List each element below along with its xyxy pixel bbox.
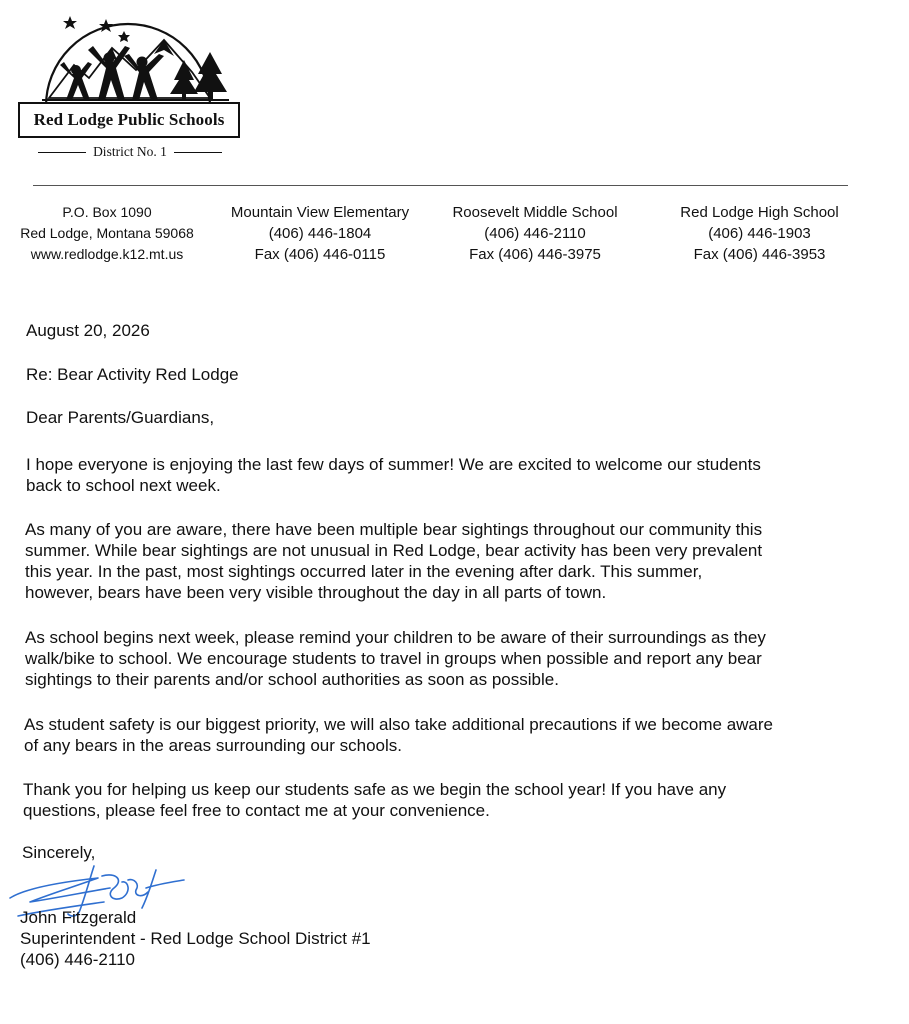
- paragraph-line: I hope everyone is enjoying the last few days of summer! We are excited to welcome our students: [26, 455, 761, 474]
- contact-high-school: [652, 202, 867, 265]
- letter-date: August 20, 2026: [26, 321, 150, 340]
- contact-line: Fax (406) 446-0115: [254, 246, 386, 263]
- contact-line: (406) 446-1804: [268, 225, 372, 242]
- letter-subject: Re: Bear Activity Red Lodge: [26, 365, 239, 384]
- signature-block: [20, 907, 371, 970]
- divider: [174, 152, 222, 153]
- signer-title: Superintendent - Red Lodge School District #1: [20, 929, 371, 948]
- paragraph-line: Thank you for helping us keep our students safe as we begin the school year! If you have any: [23, 780, 727, 799]
- school-name-box: [18, 102, 240, 138]
- paragraph-line: walk/bike to school. We encourage students to travel in groups when possible and report any bear: [25, 649, 762, 668]
- contact-line: (406) 446-2110: [484, 225, 586, 242]
- divider: [38, 152, 86, 153]
- district-label: [14, 142, 246, 162]
- letterhead-divider: [33, 185, 848, 186]
- paragraph-line: summer. While bear sightings are not unusual in Red Lodge, bear activity has been very prevalent: [25, 541, 763, 560]
- paragraph-line: this year. In the past, most sightings occurred later in the evening after dark. This summer,: [25, 562, 703, 581]
- paragraph-line: of any bears in the areas surrounding our schools.: [24, 736, 403, 755]
- website-link[interactable]: www.redlodge.k12.mt.us: [30, 246, 184, 262]
- signer-phone: (406) 446-2110: [20, 950, 135, 969]
- paragraph-line: sightings to their parents and/or school authorities as soon as possible.: [25, 670, 559, 689]
- contact-line: Roosevelt Middle School: [452, 204, 618, 221]
- paragraph-line: As many of you are aware, there have been multiple bear sightings throughout our community this: [25, 520, 763, 539]
- contact-district-office: [2, 202, 212, 265]
- school-name: Red Lodge Public Schools: [33, 110, 225, 129]
- mountains-children-trees-logo-icon: [14, 10, 246, 110]
- letter-paragraph: [26, 454, 856, 496]
- contact-middle-school: [430, 202, 640, 265]
- contact-line: Red Lodge, Montana 59068: [20, 225, 194, 241]
- contact-line: P.O. Box 1090: [62, 204, 152, 220]
- contact-line: Red Lodge High School: [680, 204, 839, 221]
- district-text: District No. 1: [93, 144, 167, 159]
- paragraph-line: As school begins next week, please remind your children to be aware of their surroundings as they: [25, 628, 766, 647]
- paragraph-line: however, bears have been very visible throughout the day in all parts of town.: [25, 583, 607, 602]
- contact-line: Mountain View Elementary: [230, 204, 410, 221]
- letter-paragraph: [25, 627, 855, 690]
- contact-line: Fax (406) 446-3975: [469, 246, 601, 263]
- letter-paragraph: [25, 519, 855, 603]
- school-logo: [14, 10, 246, 165]
- letter-greeting: Dear Parents/Guardians,: [26, 408, 215, 427]
- contact-line: Fax (406) 446-3953: [693, 246, 826, 263]
- contact-elementary: [215, 202, 425, 265]
- letter-paragraph: [24, 714, 854, 756]
- paragraph-line: questions, please feel free to contact me at your convenience.: [23, 801, 490, 820]
- paragraph-line: back to school next week.: [26, 476, 221, 495]
- contact-line: (406) 446-1903: [708, 225, 811, 242]
- paragraph-line: As student safety is our biggest priority, we will also take additional precautions if we become aware: [24, 715, 774, 734]
- letter-closing: Sincerely,: [22, 843, 96, 862]
- letter-paragraph: [23, 779, 853, 821]
- signer-name: John Fitzgerald: [20, 908, 137, 927]
